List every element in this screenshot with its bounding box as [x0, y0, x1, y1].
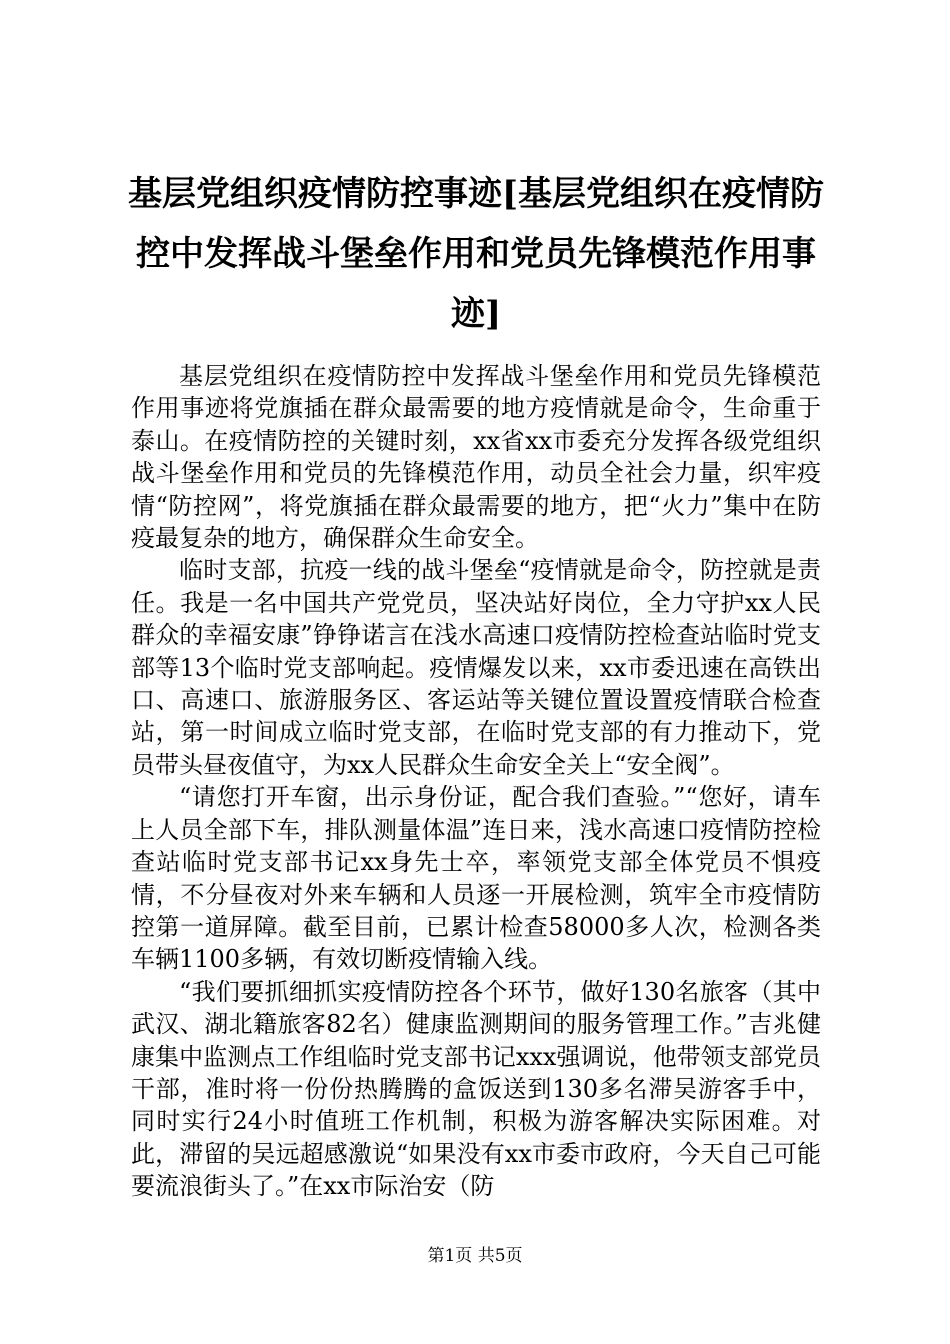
document-title: 基层党组织疫情防控事迹[基层党组织在疫情防控中发挥战斗堡垒作用和党员先锋模范作用事迹]	[127, 174, 825, 334]
page-number: 第1页 共5页	[427, 1246, 523, 1266]
paragraph: 基层党组织在疫情防控中发挥战斗堡垒作用和党员先锋模范作用事迹将党旗插在群众最需要的地方疫情就是命令，生命重于泰山。在疫情防控的关键时刻，xx省xx市委充分发挥各级党组织战斗堡垒作用和党员的先锋模范作用，动员全社会力量，织牢疫情“防控网”，将党旗插在群众最需要的地方，把“火力”集中在防疫最复杂的地方，确保群众生命安全。	[131, 362, 821, 553]
paragraph: “请您打开车窗，出示身份证，配合我们查验。”“您好，请车上人员全部下车，排队测量体温”连日来，浅水高速口疫情防控检查站临时党支部书记xx身先士卒，率领党支部全体党员不惧疫情，不分昼夜对外来车辆和人员逐一开展检测，筑牢全市疫情防控第一道屏障。截至目前，已累计检查58000多人次，检测各类车辆1100多辆，有效切断疫情输入线。	[131, 783, 821, 974]
paragraph: 临时支部，抗疫一线的战斗堡垒“疫情就是命令，防控就是责任。我是一名中国共产党党员，坚决站好岗位，全力守护xx人民群众的幸福安康”铮铮诺言在浅水高速口疫情防控检查站临时党支部等13个临时党支部响起。疫情爆发以来，xx市委迅速在高铁出口、高速口、旅游服务区、客运站等关键位置设置疫情联合检查站，第一时间成立临时党支部，在临时党支部的有力推动下，党员带头昼夜值守，为xx人民群众生命安全关上“安全阀”。	[131, 556, 821, 779]
document-body	[131, 360, 821, 1203]
paragraph: “我们要抓细抓实疫情防控各个环节，做好130名旅客（其中武汉、湖北籍旅客82名）健康监测期间的服务管理工作。”吉兆健康集中监测点工作组临时党支部书记xxx强调说，他带领支部党员干部，准时将一份份热腾腾的盒饭送到130多名滞吴游客手中，同时实行24小时值班工作机制，积极为游客解决实际困难。对此，滞留的吴远超感激说“如果没有xx市委市政府，今天自己可能要流浪街头了。”在xx市际治安（防	[131, 977, 821, 1201]
